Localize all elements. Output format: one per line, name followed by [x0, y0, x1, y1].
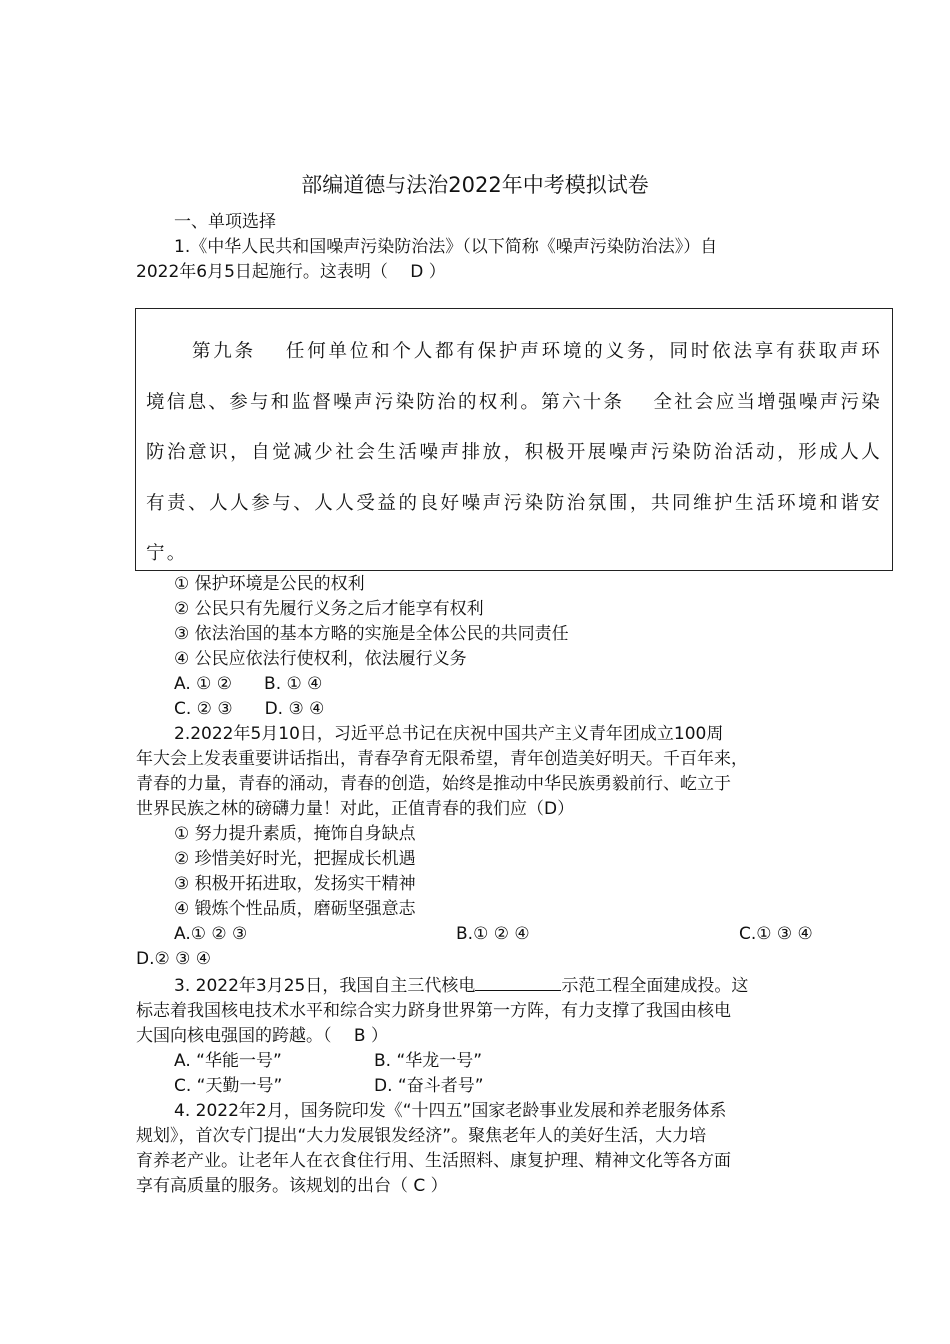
q2-stem-line: 世界民族之林的磅礴力量！对此，正值青春的我们应（D）	[136, 799, 575, 819]
q3-options-row	[136, 1049, 836, 1074]
q2-item: ② 珍惜美好时光，把握成长机遇	[174, 849, 416, 869]
q2-stem-line: 2.2022年5月10日，习近平总书记在庆祝中国共产主义青年团成立100周	[174, 724, 724, 744]
q1-option-c: C. ② ③	[174, 699, 233, 719]
q3-option-b: B. “华龙一号”	[374, 1051, 483, 1071]
q4-stem-line: 育养老产业。让老年人在衣食住行用、生活照料、康复护理、精神文化等各方面	[136, 1151, 731, 1171]
q1-item: ③ 依法治国的基本方略的实施是全体公民的共同责任	[174, 624, 569, 644]
question-1-header	[136, 210, 836, 285]
q2-item: ③ 积极开拓进取，发扬实干精神	[174, 874, 416, 894]
q3-stem-part-a: 3. 2022年3月25日，我国自主三代核电	[174, 976, 476, 996]
q2-item: ① 努力提升素质，掩饰自身缺点	[174, 824, 416, 844]
q2-option-a: A.① ② ③	[174, 924, 248, 944]
q4-stem-line: 规划》，首次专门提出“大力发展银发经济”。聚焦老年人的美好生活，大力培	[136, 1126, 707, 1146]
q1-option-b: B. ① ④	[264, 674, 323, 694]
section-heading: 一、单项选择	[174, 212, 276, 232]
q2-option-c: C.① ③ ④	[739, 924, 813, 944]
fill-in-blank	[475, 972, 561, 991]
q3-option-c: C. “天勤一号”	[174, 1076, 283, 1096]
q2-options-row	[136, 922, 836, 947]
q1-stem-line-2: 2022年6月5日起施行。这表明（ D ）	[136, 262, 446, 282]
q1-options-row	[136, 697, 836, 722]
q2-stem-line: 青春的力量，青春的涌动，青春的创造，始终是推动中华民族勇毅前行、屹立于	[136, 774, 731, 794]
q2-item: ④ 锻炼个性品质，磨砺坚强意志	[174, 899, 416, 919]
question-1-items	[136, 572, 836, 1199]
q2-option-d: D.② ③ ④	[136, 949, 212, 969]
q2-stem-line: 年大会上发表重要讲话指出，青春孕育无限希望，青年创造美好明天。千百年来，	[136, 749, 748, 769]
q4-stem-line: 4. 2022年2月，国务院印发《“十四五”国家老龄事业发展和养老服务体系	[174, 1101, 727, 1121]
q3-stem-line	[136, 972, 836, 999]
q1-option-a: A. ① ②	[174, 674, 233, 694]
q3-stem-line: 大国向核电强国的跨越。（ B ）	[136, 1026, 388, 1046]
q1-options-row	[136, 672, 836, 697]
q2-option-b: B.① ② ④	[456, 924, 530, 944]
q3-options-row	[136, 1074, 836, 1099]
q1-option-d: D. ③ ④	[264, 699, 325, 719]
law-quote-box: 第九条 任何单位和个人都有保护声环境的义务，同时依法享有获取声环境信息、参与和监督噪声污染防治的权利。第六十条 全社会应当增强噪声污染防治意识，自觉减少社会生活噪声排放，积极开展噪声污染防治活动，形成人人有责、人人参与、人人受益的良好噪声污染防治氛围，共同维护生活环境和谐安宁。	[135, 308, 893, 571]
q1-stem-line-1: 1.《中华人民共和国噪声污染防治法》（以下简称《噪声污染防治法》）自	[174, 237, 718, 257]
q1-item: ① 保护环境是公民的权利	[174, 574, 365, 594]
q3-option-a: A. “华能一号”	[174, 1051, 282, 1071]
q3-stem-line: 标志着我国核电技术水平和综合实力跻身世界第一方阵，有力支撑了我国由核电	[136, 1001, 731, 1021]
exam-title: 部编道德与法治2022年中考模拟试卷	[301, 173, 649, 197]
q4-stem-line: 享有高质量的服务。该规划的出台（ C ）	[136, 1176, 448, 1196]
q1-item: ② 公民只有先履行义务之后才能享有权利	[174, 599, 484, 619]
q3-option-d: D. “奋斗者号”	[374, 1076, 484, 1096]
q3-stem-part-b: 示范工程全面建成投。这	[561, 976, 749, 996]
q1-item: ④ 公民应依法行使权利，依法履行义务	[174, 649, 467, 669]
